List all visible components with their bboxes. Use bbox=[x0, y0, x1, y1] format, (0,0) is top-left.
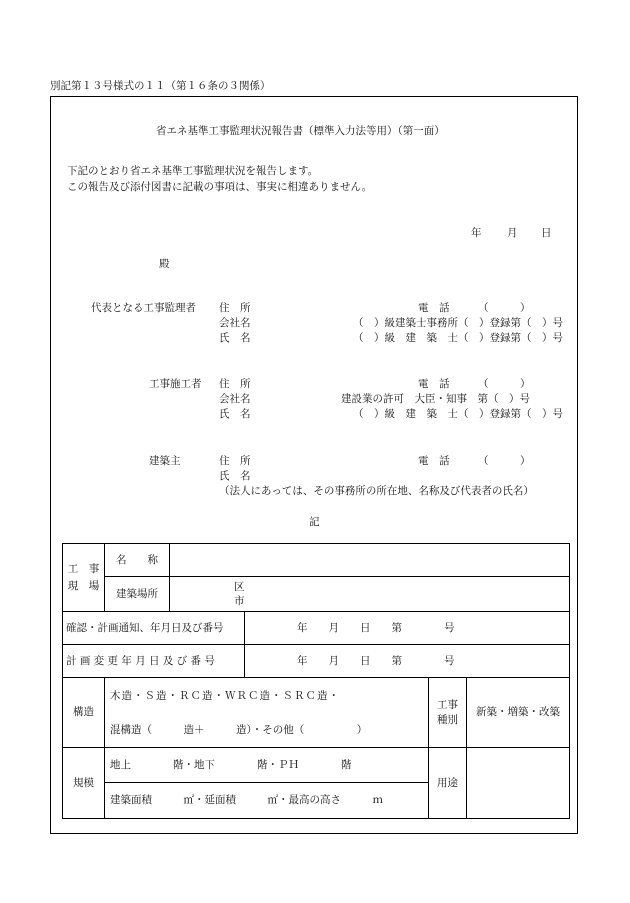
ki-heading: 記 bbox=[309, 516, 320, 528]
owner-phone-label: 電 話 bbox=[418, 455, 450, 467]
work-type-label-line-1: 工事 bbox=[437, 698, 458, 711]
change-value-cell[interactable] bbox=[245, 645, 570, 678]
work-type-label-cell bbox=[429, 678, 467, 748]
city-marker: 市 bbox=[234, 595, 245, 607]
supervisor-name-label: 氏 名 bbox=[219, 332, 251, 344]
work-type-value-cell[interactable] bbox=[467, 678, 570, 748]
use-value-cell[interactable] bbox=[467, 748, 570, 819]
site-label-line-2: 現 場 bbox=[67, 579, 100, 592]
contractor-role: 工事施工者 bbox=[149, 378, 202, 390]
name-value-cell[interactable] bbox=[170, 544, 570, 577]
contractor-address-label: 住 所 bbox=[219, 378, 251, 390]
owner-note: （法人にあっては、その事務所の所在地、名称及び代表者の氏名） bbox=[219, 485, 534, 497]
intro-line-2: この報告及び添付図書に記載の事項は、事実に相違ありません。 bbox=[67, 181, 373, 193]
confirm-date-template: 年 月 日 第 号 bbox=[297, 621, 455, 634]
name-label: 名 称 bbox=[116, 553, 158, 566]
date-year: 年 bbox=[471, 227, 482, 239]
work-type-label-line-2: 種別 bbox=[437, 713, 458, 726]
work-type-options: 新築・増築・改築 bbox=[476, 706, 560, 719]
supervisor-company-label: 会社名 bbox=[219, 317, 251, 329]
addressee: 殿 bbox=[159, 258, 170, 270]
location-label: 建築場所 bbox=[116, 587, 158, 600]
contractor-phone-paren: （ ） bbox=[478, 378, 531, 390]
use-label: 用途 bbox=[437, 776, 458, 789]
structure-line-2: 混構造（ 造＋ 造）・その他（ ） bbox=[110, 723, 368, 736]
contractor-name-detail: （ ）級 建 築 士（ ）登録第（ ）号 bbox=[353, 408, 563, 420]
owner-name-label: 氏 名 bbox=[219, 470, 251, 482]
scale-label: 規模 bbox=[73, 776, 94, 789]
change-label: 計 画 変 更 年 月 日 及 び 番 号 bbox=[66, 654, 215, 667]
supervisor-phone-label: 電 話 bbox=[418, 302, 450, 314]
confirm-label: 確認・計画通知、年月日及び番号 bbox=[66, 621, 224, 634]
supervisor-name-detail: （ ）級 建 築 士（ ）登録第（ ）号 bbox=[353, 332, 563, 344]
supervisor-role: 代表となる工事監理者 bbox=[91, 302, 196, 314]
intro-line-1: 下記のとおり省エネ基準工事監理状況を報告します。 bbox=[67, 165, 319, 177]
form-title: 省エネ基準工事監理状況報告書（標準入力法等用）（第一面） bbox=[156, 125, 445, 137]
owner-phone-paren: （ ） bbox=[478, 455, 531, 467]
date-day: 日 bbox=[541, 227, 552, 239]
use-label-cell bbox=[429, 748, 467, 819]
change-date-template: 年 月 日 第 号 bbox=[297, 654, 455, 667]
scale-area-cell[interactable] bbox=[105, 783, 429, 819]
scale-floors-cell[interactable] bbox=[105, 748, 429, 783]
confirm-value-cell[interactable] bbox=[245, 612, 570, 645]
ward-marker: 区 bbox=[234, 581, 245, 593]
form-reference: 別記第１３号様式の１１（第１６条の３関係） bbox=[50, 80, 271, 92]
location-value-cell[interactable] bbox=[170, 577, 570, 612]
site-label-line-1: 工 事 bbox=[67, 562, 100, 575]
supervisor-address-label: 住 所 bbox=[219, 302, 251, 314]
contractor-company-label: 会社名 bbox=[219, 393, 251, 405]
name-label-cell bbox=[105, 544, 170, 577]
structure-value-cell[interactable] bbox=[105, 678, 429, 748]
owner-address-label: 住 所 bbox=[219, 455, 251, 467]
structure-label-cell bbox=[63, 678, 105, 748]
date-month: 月 bbox=[507, 227, 518, 239]
owner-role: 建築主 bbox=[149, 455, 181, 467]
scale-floors-template: 地上 階・地下 階・ＰＨ 階 bbox=[110, 758, 352, 771]
contractor-phone-label: 電 話 bbox=[418, 378, 450, 390]
scale-area-template: 建築面積 ㎡・延面積 ㎡・最高の高さ ｍ bbox=[110, 794, 383, 807]
site-label-cell bbox=[63, 544, 105, 612]
structure-line-1: 木造・Ｓ造・ＲＣ造・ＷＲＣ造・ＳＲＣ造・ bbox=[110, 689, 340, 702]
project-table bbox=[62, 543, 570, 819]
location-label-cell bbox=[105, 577, 170, 612]
change-label-cell bbox=[63, 645, 245, 678]
supervisor-phone-paren: （ ） bbox=[478, 302, 531, 314]
confirm-label-cell bbox=[63, 612, 245, 645]
contractor-company-detail: 建設業の許可 大臣・知事 第（ ）号 bbox=[341, 393, 530, 405]
contractor-name-label: 氏 名 bbox=[219, 408, 251, 420]
supervisor-company-detail: （ ）級建築士事務所（ ）登録第（ ）号 bbox=[353, 317, 563, 329]
scale-label-cell bbox=[63, 748, 105, 819]
structure-label: 構造 bbox=[73, 706, 94, 719]
